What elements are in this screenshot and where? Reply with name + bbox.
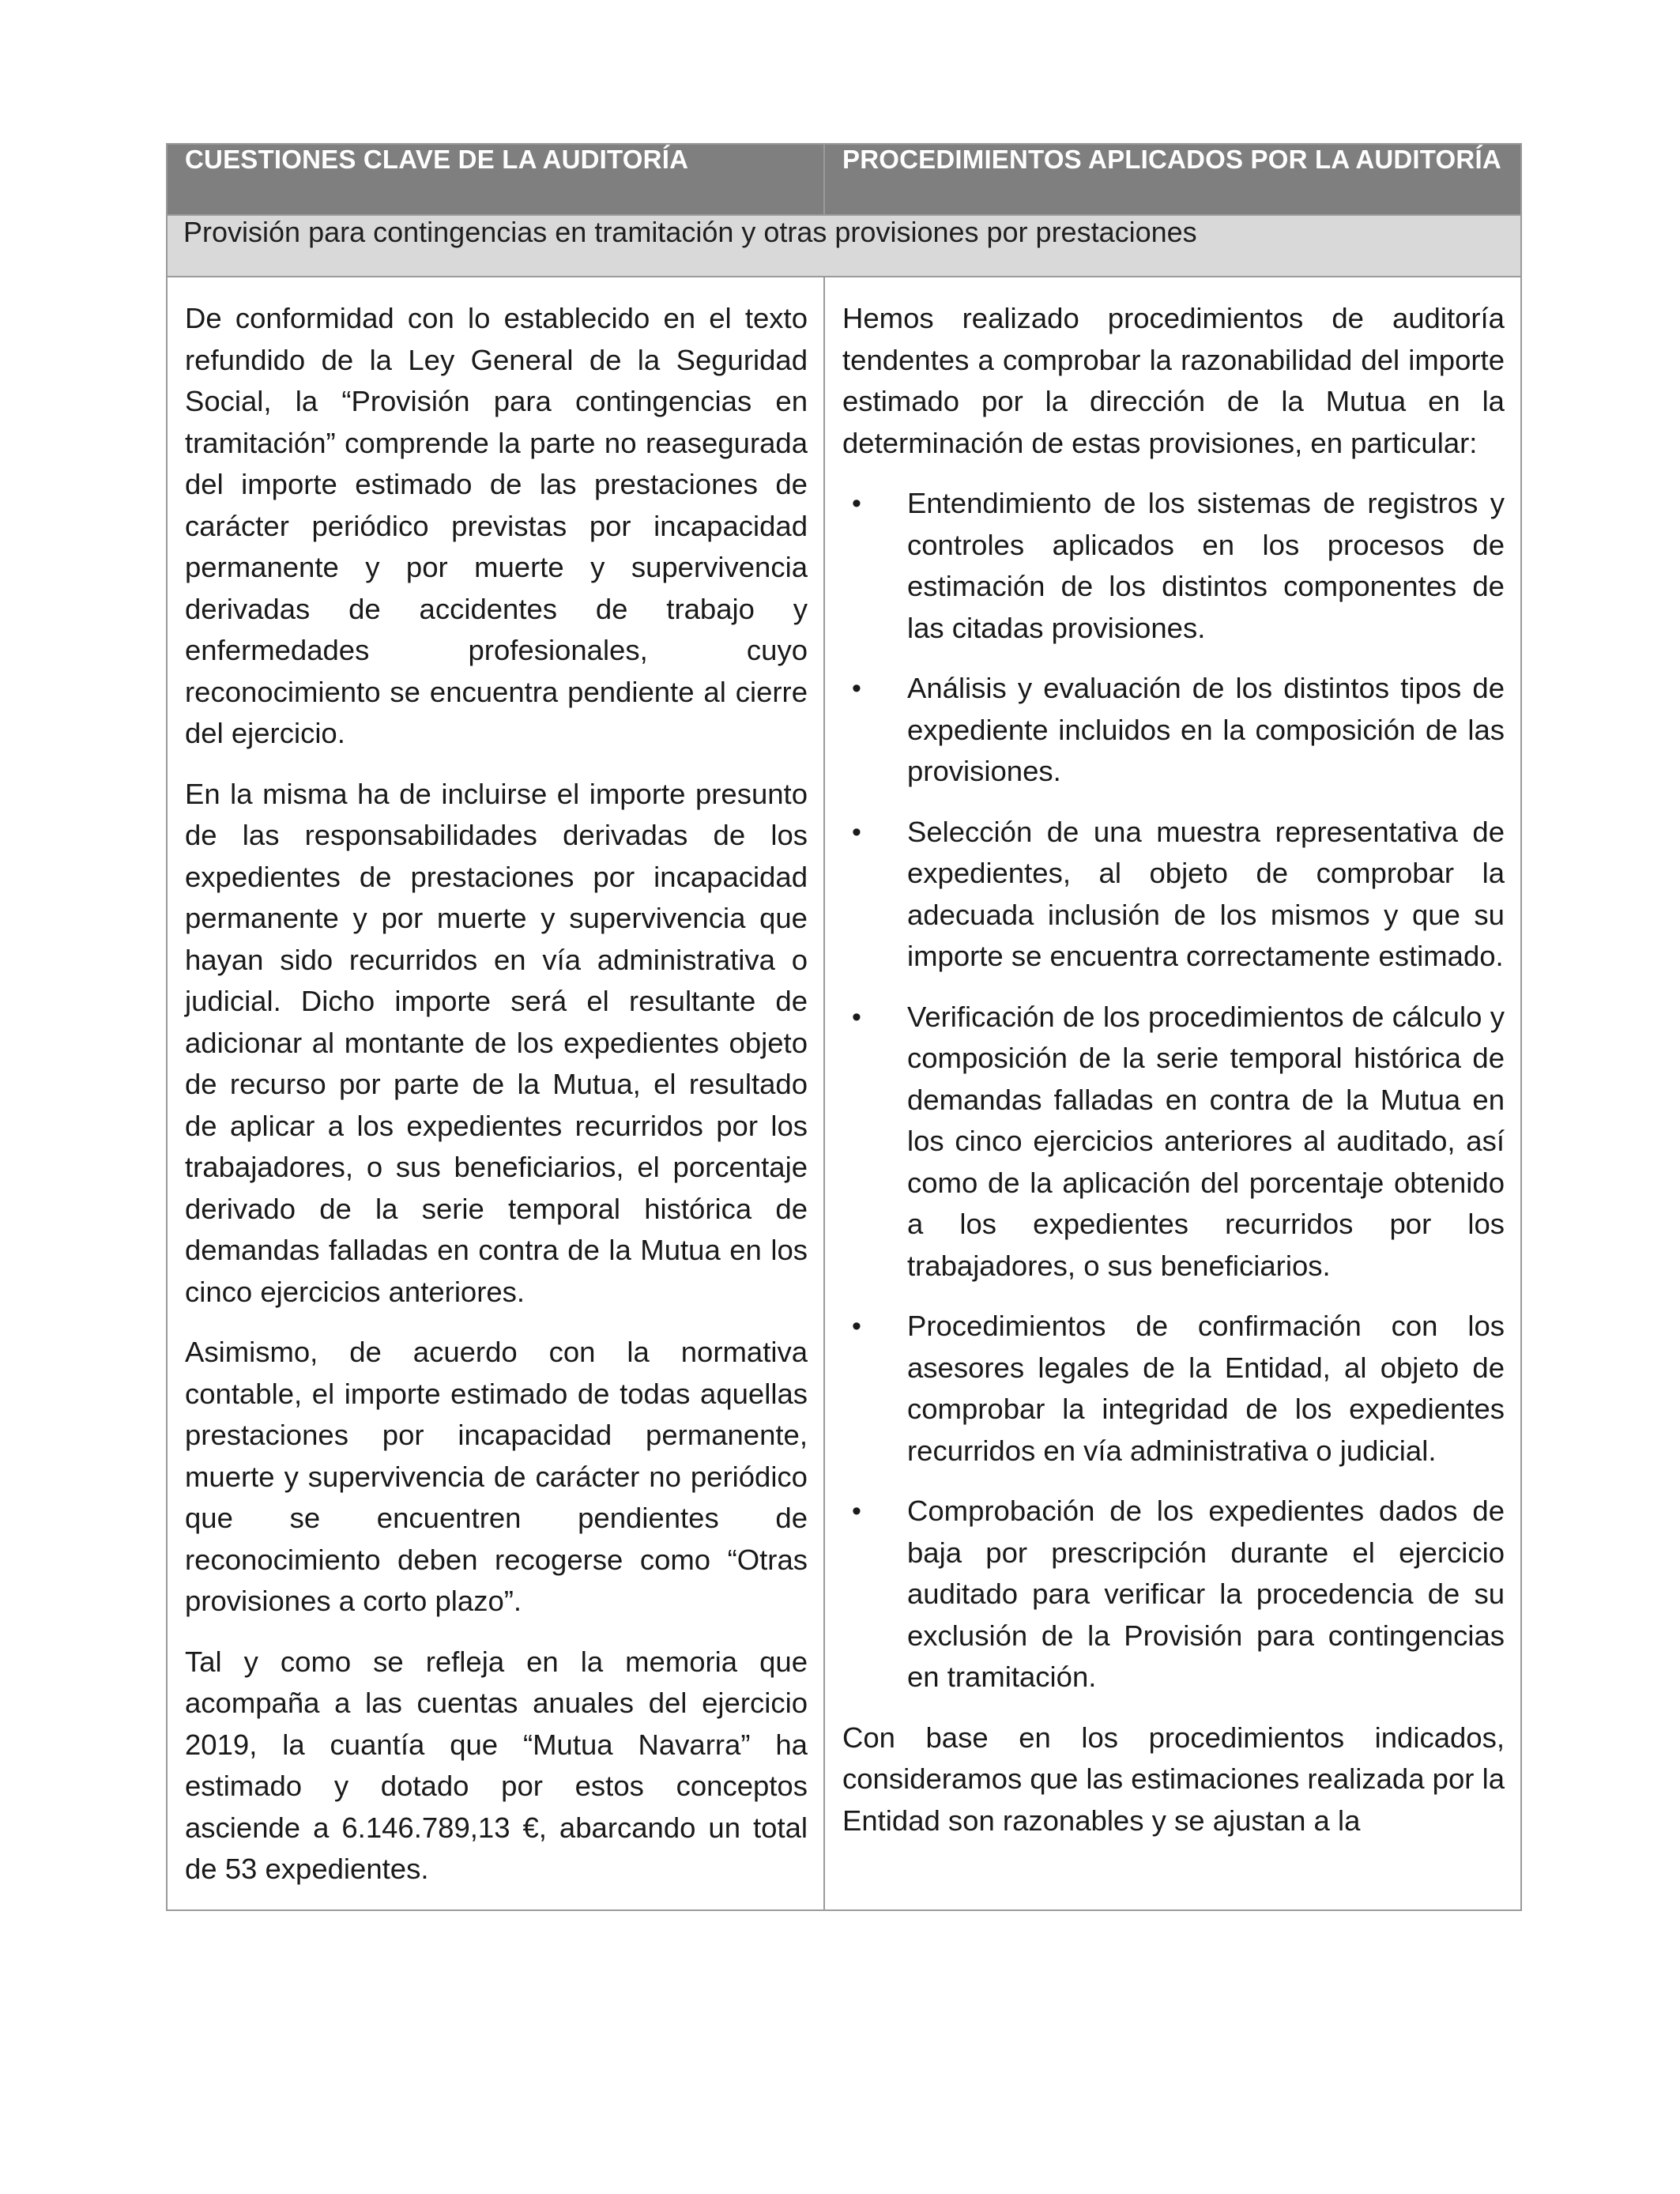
list-item xyxy=(842,483,1505,649)
list-item-text: Entendimiento de los sistemas de registros y controles aplicados en los procesos de estimación de los distintos componentes de las citadas provisiones. xyxy=(907,487,1505,644)
left-paragraph: De conformidad con lo establecido en el texto refundido de la Ley General de la Seguridad Social, la “Provisión para contingencias en tramitación” comprende la parte no reasegurada del importe estimado de las prestaciones de carácter periódico previstas por incapacidad permanente y por muerte y supervivencia derivadas de accidentes de trabajo y enfermedades profesionales, cuyo reconocimiento se encuentra pendiente al cierre del ejercicio. xyxy=(185,302,808,749)
procedures-conclusion: Con base en los procedimientos indicados, consideramos que las estimaciones realizada por la Entidad son razonables y se ajustan a la xyxy=(842,1721,1505,1837)
list-item xyxy=(842,997,1505,1287)
bullet-icon: • xyxy=(852,488,861,518)
bullet-icon: • xyxy=(852,1001,861,1032)
list-item-text: Análisis y evaluación de los distintos tipos de expediente incluidos en la composición de las provisiones. xyxy=(907,672,1505,787)
header-key-audit-matters: CUESTIONES CLAVE DE LA AUDITORÍA xyxy=(167,144,824,215)
procedures-list xyxy=(842,483,1505,1698)
list-item-text: Procedimientos de confirmación con los asesores legales de la Entidad, al objeto de comprobar la integridad de los expedientes recurridos en vía administrativa o judicial. xyxy=(907,1310,1505,1467)
audit-matters-table xyxy=(166,143,1522,1911)
bullet-icon: • xyxy=(852,673,861,703)
bullet-icon: • xyxy=(852,816,861,847)
procedures-cell xyxy=(824,277,1521,1910)
list-item-text: Comprobación de los expedientes dados de baja por prescripción durante el ejercicio auditado para verificar la procedencia de su exclusión de la Provisión para contingencias en tramitación. xyxy=(907,1495,1505,1693)
bullet-icon: • xyxy=(852,1496,861,1526)
table-body-row xyxy=(167,277,1521,1910)
left-paragraph: Asimismo, de acuerdo con la normativa contable, el importe estimado de todas aquellas prestaciones por incapacidad permanente, muerte y supervivencia de carácter no periódico que se encuentren pendientes de reconocimiento deben recogerse como “Otras provisiones a corto plazo”. xyxy=(185,1336,808,1617)
left-paragraph: Tal y como se refleja en la memoria que acompaña a las cuentas anuales del ejercicio 2019, la cuantía que “Mutua Navarra” ha estimado y dotado por estos conceptos asciende a 6.146.789,13 €, abarcando un total de 53 expedientes. xyxy=(185,1645,808,1885)
bullet-icon: • xyxy=(852,1311,861,1341)
left-paragraph: En la misma ha de incluirse el importe presunto de las responsabilidades derivadas de los expedientes de prestaciones por incapacidad permanente y por muerte y supervivencia que hayan sido recurridos en vía administrativa o judicial. Dicho importe será el resultante de adicionar al montante de los expedientes objeto de recurso por parte de la Mutua, el resultado de aplicar a los expedientes recurridos por los trabajadores, o sus beneficiarios, el porcentaje derivado de la serie temporal histórica de demandas falladas en contra de la Mutua en los cinco ejercicios anteriores. xyxy=(185,777,808,1308)
header-audit-procedures: PROCEDIMIENTOS APLICADOS POR LA AUDITORÍA xyxy=(824,144,1521,215)
list-item-text: Selección de una muestra representativa de expedientes, al objeto de comprobar la adecuada inclusión de los mismos y que su importe se encuentra correctamente estimado. xyxy=(907,815,1505,972)
procedures-intro: Hemos realizado procedimientos de auditoría tendentes a comprobar la razonabilidad del importe estimado por la dirección de la Mutua en la determinación de estas provisiones, en particular: xyxy=(842,302,1505,459)
list-item-text: Verificación de los procedimientos de cálculo y composición de la serie temporal histórica de demandas falladas en contra de la Mutua en los cinco ejercicios anteriores al auditado, así como de la aplicación del porcentaje obtenido a los expedientes recurridos por los trabajadores, o sus beneficiarios. xyxy=(907,1000,1505,1282)
key-matters-cell xyxy=(167,277,824,1910)
list-item xyxy=(842,812,1505,978)
list-item xyxy=(842,1491,1505,1698)
list-item xyxy=(842,668,1505,793)
table-header-row xyxy=(167,144,1521,215)
subheader-provision-title: Provisión para contingencias en tramitación y otras provisiones por prestaciones xyxy=(167,215,1521,277)
table-subheader-row xyxy=(167,215,1521,277)
list-item xyxy=(842,1306,1505,1472)
